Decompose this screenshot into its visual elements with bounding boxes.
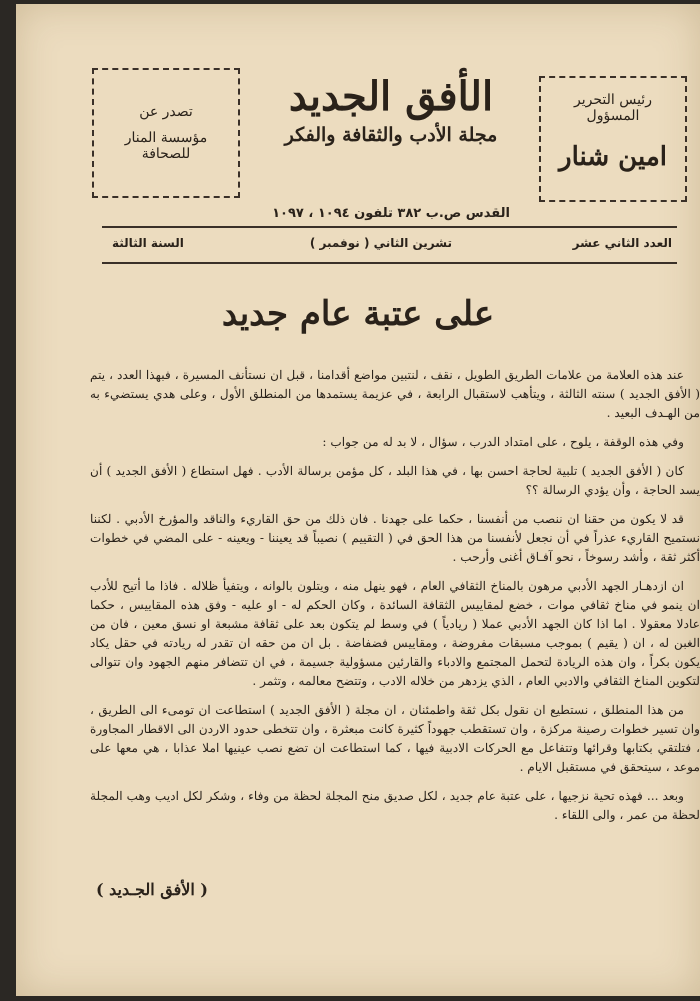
magazine-title: الأفق الجديد [288, 73, 494, 120]
editor-box [539, 76, 687, 202]
paragraph: عند هذه العلامة من علامات الطريق الطويل ، نقف ، لنتبين مواضع أقدامنا ، قبل ان نستأنف المسيرة ، فبهذا العدد ، يتم ( الأفق الجديد ) سنته الثالثة ، ويتأهب لاستقبال الرابعة ، في عزيمة يستمدها من المنطلق الأول ، وعلى هدي يستضيء به من الهـدف البعيد . [90, 368, 700, 420]
article-headline: على عتبة عام جديد [221, 294, 495, 334]
address-line: القدس ص.ب ٣٨٢ تلفون ١٠٩٤ ، ١٠٩٧ [272, 206, 510, 221]
issue-info-bar [112, 236, 672, 256]
issue-number: العدد الثاني عشر [572, 236, 672, 250]
paragraph: ان ازدهـار الجهد الأدبي مرهون بالمناخ الثقافي العام ، فهو ينهل منه ، ويتلون بالوانه ، ويتفيأ ظلاله . فاذا ما أتيح للأدب ان ينمو في مناخ ثقافي موات ، خضع لمقاييس الثقافة السائدة ، وكان الحكم له - او عليه - وفق هذه المقاييس ، حكما عادلا معقولا . اما اذا كان الجهد الأدبي عملا ( ريادياً ) في وسط لم يتكون بعد على ثقافة مشبعة او نسق معين ، فان من الغبن له ، ان ( يقيم ) بموجب مسبقات مفروضة ، ومقاييس فضفاضة . بل ان من حقه ان تقدر له ريادته في حقل يكاد يكون بكراً ، وان هذه الريادة لتحمل المجتمع والادباء والقارئين مسؤولية جسيمة ، في ان تتضافر منهم الجهود وان تتوالى لتكوين المناخ الثقافي والادبي العام ، الذي يزدهر من خلاله الادب ، وتتضح معالمه ، وتثمر . [90, 579, 700, 688]
magazine-page [16, 4, 700, 996]
editor-label: رئيس التحرير المسؤول [574, 92, 652, 124]
paragraph: وفي هذه الوقفة ، يلوح ، على امتداد الدرب ، سؤال ، لا بد له من جواب : [322, 435, 684, 449]
paragraph: قد لا يكون من حقنا ان ننصب من أنفسنا ، حكما على جهدنا . فان ذلك من حق القاريء والناقد والمؤرخ الأدبي . لكننا نستميح القاريء عذراً في أن نجعل لأنفسنا من هذا الحق في ( التقييم ) نصيباً قد يعيننا - ويعينه - على المضي في خطوات أكثر ثقة ، وأشد رسوخاً ، نحو آفـاق أغنى وأرحب . [90, 512, 700, 564]
publisher-label: تصدر عن [139, 104, 193, 120]
editor-name: امين شنار [559, 142, 667, 172]
article-signature: ( الأفق الجـديد ) [96, 880, 208, 899]
paragraph: كان ( الأفق الجديد ) تلبية لحاجة احسن بها ، في هذا البلد ، كل مؤمن برسالة الأدب . فهل استطاع ( الأفق الجديد ) أن يسد الحاجة ، وأن يؤدي الرسالة ؟؟ [90, 464, 700, 497]
divider-top [102, 226, 677, 228]
article-body [90, 366, 700, 835]
masthead [246, 72, 536, 146]
divider-bottom [102, 262, 677, 264]
paragraph: من هذا المنطلق ، نستطيع ان نقول بكل ثقة واطمئنان ، ان مجلة ( الأفق الجديد ) استطاعت ان تومىء الى الطريق ، وان تسير خطوات رصينة مركزة ، وان تستقطب جهوداً كثيرة كانت مبعثرة ، وان تتخطى حدود الاردن الى الاقطار المجاورة ، فتلتقي بكتابها وقرائها وتتفاعل مع الحركات الادبية فيها ، كما استطاعت ان تضع نصب عينيها املا عذابا ، هي معها على موعد ، سيتحقق في مستقبل الايام . [90, 703, 700, 774]
publisher-name: مؤسسة المنار للصحافة [124, 130, 208, 162]
paragraph: وبعد ... فهذه تحية نزجيها ، على عتبة عام جديد ، لكل صديق منح المجلة لحظة من وفاء ، وشكر لكل اديب وهب المجلة لحظة من عمر ، والى اللقاء . [90, 789, 700, 822]
publisher-box [92, 68, 240, 198]
issue-year: السنة الثالثة [112, 236, 184, 250]
magazine-subtitle: مجلة الأدب والثقافة والفكر [284, 124, 498, 146]
issue-date: تشرين الثاني ( نوفمبر ) [309, 236, 452, 250]
